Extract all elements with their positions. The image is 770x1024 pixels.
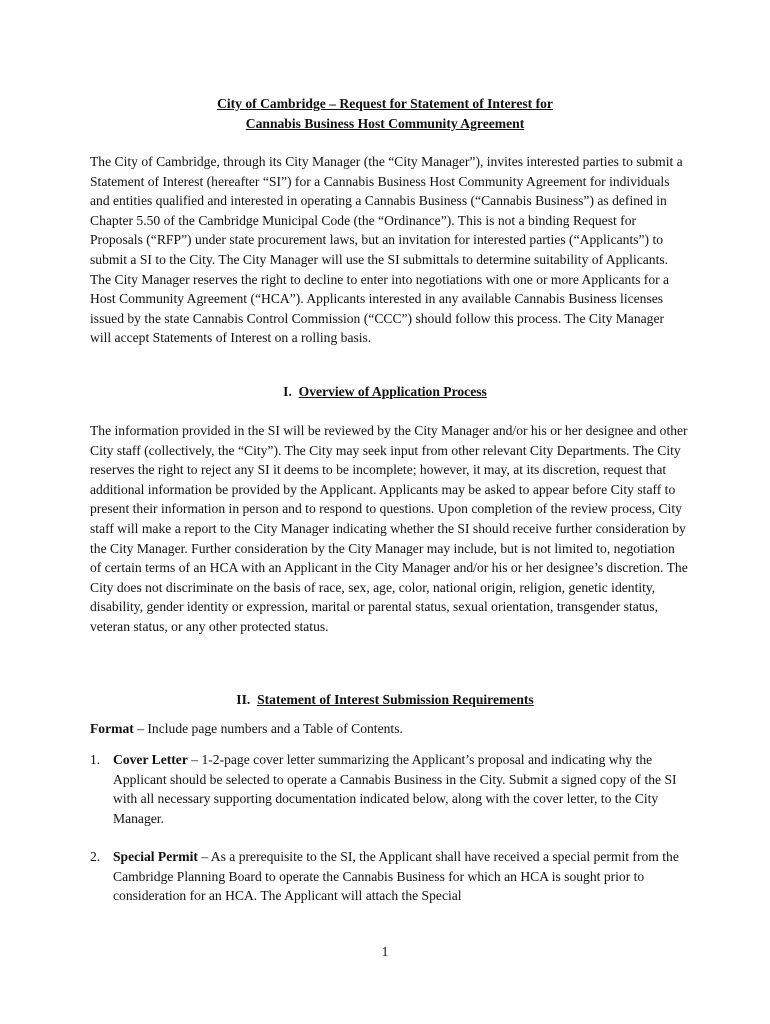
section-1-title: Overview of Application Process	[298, 384, 487, 399]
list-item	[90, 750, 688, 828]
overview-paragraph: The information provided in the SI will be reviewed by the City Manager and/or his or her designee and other City staff (collectively, the “City”). The City may seek input from other relevant City Departments. The City reserves the right to reject any SI it deems to be incomplete; however, it may, at its discretion, request that additional information be provided by the Applicant. Applicants may be asked to appear before City staff to present their information in person and to respond to questions. Upon completion of the review process, City staff will make a report to the City Manager indicating whether the SI should receive further consideration by the City Manager. Further consideration by the City Manager may include, but is not limited to, negotiation of certain terms of an HCA with an Applicant in the City Manager and/or his or her designee’s discretion. The City does not discriminate on the basis of race, sex, age, color, national origin, religion, genetic identity, disability, gender identity or expression, marital or parental status, sexual orientation, transgender status, veteran status, or any other protected status.	[90, 423, 688, 634]
list-item-text: – As a prerequisite to the SI, the Applicant shall have received a special permit from the Cambridge Planning Board to operate the Cannabis Business for which an HCA is sought prior to consideration for an HCA. The Applicant will attach the Special	[113, 849, 679, 904]
section-1-number: I.	[283, 384, 292, 399]
title-line-1: City of Cambridge – Request for Statement of Interest for	[217, 96, 553, 111]
section-2-number: II.	[236, 692, 251, 707]
list-item-label: Cover Letter	[113, 752, 188, 767]
format-requirement	[90, 719, 688, 739]
section-2-title: Statement of Interest Submission Requirements	[257, 692, 534, 707]
section-2-heading	[90, 690, 680, 710]
title-line-2: Cannabis Business Host Community Agreement	[245, 116, 525, 131]
format-text: – Include page numbers and a Table of Contents.	[133, 721, 403, 736]
document-title	[90, 94, 680, 134]
section-1-heading	[90, 382, 680, 402]
page-number: 1	[381, 944, 389, 959]
list-item-body	[113, 750, 688, 828]
list-item-label: Special Permit	[113, 849, 198, 864]
format-label: Format	[90, 721, 134, 736]
list-item-text: – 1-2-page cover letter summarizing the Applicant’s proposal and indicating why the Applicant should be selected to operate a Cannabis Business in the City. Submit a signed copy of the SI with all necessary supporting documentation indicated below, along with the cover letter, to the City Manager.	[113, 752, 677, 826]
list-item-number: 1.	[90, 752, 101, 767]
list-item-body	[113, 847, 688, 906]
intro-paragraph: The City of Cambridge, through its City Manager (the “City Manager”), invites interested parties to submit a Statement of Interest (hereafter “SI”) for a Cannabis Business Host Community Agreement for individuals and entities qualified and interested in operating a Cannabis Business (“Cannabis Business”) as defined in Chapter 5.50 of the Cambridge Municipal Code (the “Ordinance”). This is not a binding Request for Proposals (“RFP”) under state procurement laws, but an invitation for interested parties (“Applicants”) to submit a SI to the City. The City Manager will use the SI submittals to determine suitability of Applicants. The City Manager reserves the right to decline to enter into negotiations with one or more Applicants for a Host Community Agreement (“HCA”). Applicants interested in any available Cannabis Business licenses issued by the state Cannabis Control Commission (“CCC”) should follow this process. The City Manager will accept Statements of Interest on a rolling basis.	[90, 154, 683, 346]
list-item-number: 2.	[90, 849, 101, 864]
list-item	[90, 847, 688, 906]
